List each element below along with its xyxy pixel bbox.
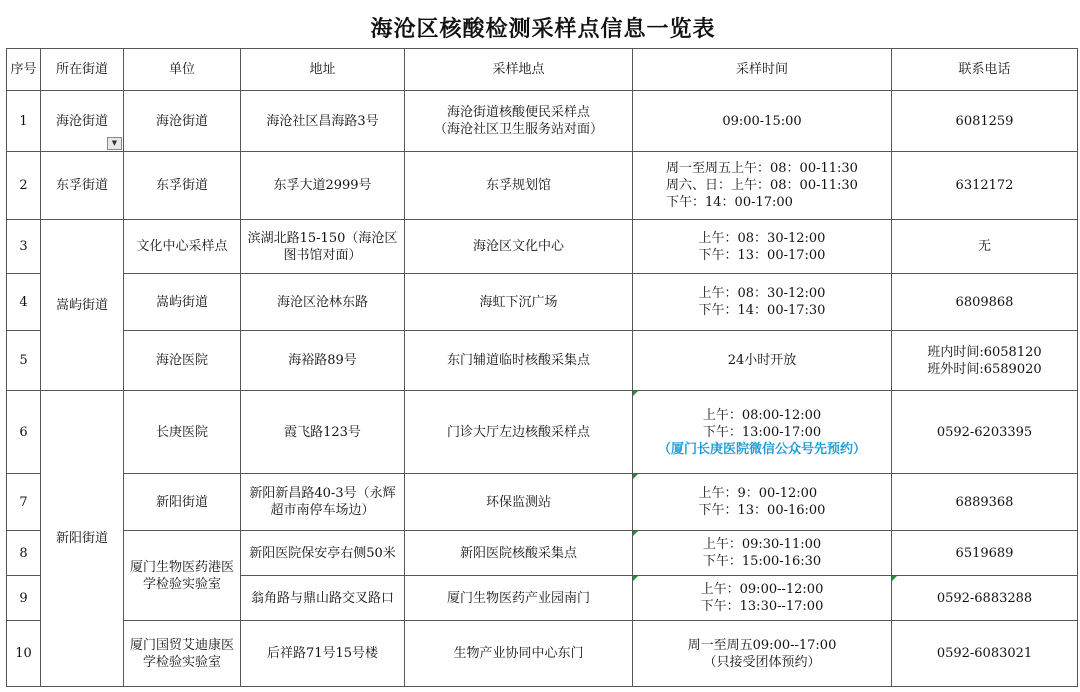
cell-address: 新阳新昌路40-3号（永辉 超市南停车场边）: [241, 474, 405, 531]
cell-time: 周一至周五09:00--17:00 （只接受团体预约）: [633, 621, 892, 687]
cell-no: 9: [7, 576, 41, 621]
cell-site: 海虹下沉广场: [405, 274, 633, 331]
comment-marker: [892, 576, 897, 581]
cell-time-text: 上午：09:30-11:00 下午：15:00-16:30: [702, 537, 822, 569]
cell-phone: [892, 576, 1078, 621]
cell-no: 3: [7, 220, 41, 274]
cell-address: 后祥路71号15号楼: [241, 621, 405, 687]
cell-no: 8: [7, 531, 41, 576]
table-row: [7, 274, 1078, 331]
cell-site: 海沧街道核酸便民采样点 （海沧社区卫生服务站对面）: [405, 91, 633, 152]
cell-time: [633, 474, 892, 531]
cell-phone: 6081259: [892, 91, 1078, 152]
cell-no: 7: [7, 474, 41, 531]
cell-street-text: 海沧街道: [55, 113, 108, 129]
cell-no: 4: [7, 274, 41, 331]
cell-address: 滨湖北路15-150（海沧区 图书馆对面）: [241, 220, 405, 274]
header-address: 地址: [241, 49, 405, 91]
cell-address: 翁角路与鼎山路交叉路口: [241, 576, 405, 621]
header-unit: 单位: [124, 49, 241, 91]
header-no: 序号: [7, 49, 41, 91]
cell-address: 海沧区沧林东路: [241, 274, 405, 331]
cell-street: 新阳街道: [41, 391, 124, 687]
cell-site: 厦门生物医药产业园南门: [405, 576, 633, 621]
comment-marker: [633, 531, 638, 536]
cell-address: 海沧社区昌海路3号: [241, 91, 405, 152]
cell-no: 2: [7, 152, 41, 220]
cell-time-text: 上午：08:00-12:00 下午：13:00-17:00: [702, 407, 822, 440]
table-row: [7, 91, 1078, 152]
cell-no: 10: [7, 621, 41, 687]
cell-unit: 海沧街道: [124, 91, 241, 152]
cell-phone-text: 0592-6883288: [936, 590, 1033, 606]
cell-time: [633, 531, 892, 576]
filter-dropdown-button[interactable]: [107, 137, 122, 150]
cell-address: 霞飞路123号: [241, 391, 405, 474]
cell-address: 新阳医院保安亭右侧50米: [241, 531, 405, 576]
comment-marker: [633, 576, 638, 581]
cell-unit: 海沧医院: [124, 331, 241, 391]
cell-no: 6: [7, 391, 41, 474]
header-row: [7, 49, 1078, 91]
cell-site: 门诊大厅左边核酸采样点: [405, 391, 633, 474]
page-title: 海沧区核酸检测采样点信息一览表: [370, 15, 716, 42]
header-phone: 联系电话: [892, 49, 1078, 91]
table-row: [7, 474, 1078, 531]
cell-phone: 0592-6083021: [892, 621, 1078, 687]
cell-time-text: 上午：09:00--12:00 下午：13:30--17:00: [700, 582, 824, 614]
cell-time-text: 上午：9：00-12:00 下午：13：00-16:00: [698, 486, 826, 518]
cell-no: 1: [7, 91, 41, 152]
header-street: 所在街道: [41, 49, 124, 91]
table-row: [7, 621, 1078, 687]
cell-time: [633, 391, 892, 474]
cell-street[interactable]: [41, 91, 124, 152]
cell-phone: 0592-6203395: [892, 391, 1078, 474]
cell-time: [633, 220, 892, 274]
cell-time-note: （厦门长庚医院微信公众号先预约）: [657, 441, 866, 457]
cell-phone: 6809868: [892, 274, 1078, 331]
table-row: [7, 531, 1078, 576]
cell-phone: 无: [892, 220, 1078, 274]
cell-time-text: 上午：08：30-12:00 下午：14：00-17:30: [698, 286, 826, 318]
table-row: [7, 391, 1078, 474]
cell-time-text: 上午：08：30-12:00 下午：13：00-17:00: [698, 230, 826, 263]
cell-phone-text: 班内时间:6058120 班外时间:6589020: [927, 344, 1042, 377]
sampling-sites-table: [6, 48, 1078, 687]
cell-time: [633, 576, 892, 621]
table-row: [7, 152, 1078, 220]
cell-site: 环保监测站: [405, 474, 633, 531]
cell-phone: [892, 331, 1078, 391]
cell-site: 新阳医院核酸采集点: [405, 531, 633, 576]
cell-unit: 厦门国贸艾迪康医 学检验实验室: [124, 621, 241, 687]
cell-unit: 长庚医院: [124, 391, 241, 474]
cell-address: 东孚大道2999号: [241, 152, 405, 220]
table-row: [7, 331, 1078, 391]
cell-street: 嵩屿街道: [41, 220, 124, 391]
cell-time: [633, 274, 892, 331]
cell-site: 东孚规划馆: [405, 152, 633, 220]
cell-site: 海沧区文化中心: [405, 220, 633, 274]
cell-time-text: 周一至周五上午：08：00-11:30 周六、日：上午：08：00-11:30 下午：14：00-17:00: [666, 161, 858, 210]
cell-address: 海裕路89号: [241, 331, 405, 391]
cell-phone: 6889368: [892, 474, 1078, 531]
cell-phone: 6519689: [892, 531, 1078, 576]
comment-marker: [633, 474, 638, 479]
table-row: [7, 220, 1078, 274]
cell-unit: 厦门生物医药港医 学检验实验室: [124, 531, 241, 621]
cell-unit: 东孚街道: [124, 152, 241, 220]
cell-time: 24小时开放: [633, 331, 892, 391]
chevron-down-icon: ▼: [111, 139, 118, 147]
cell-time: [633, 152, 892, 220]
cell-time: 09:00-15:00: [633, 91, 892, 152]
cell-phone: 6312172: [892, 152, 1078, 220]
header-time: 采样时间: [633, 49, 892, 91]
cell-street: 东孚街道: [41, 152, 124, 220]
comment-marker: [633, 391, 638, 396]
cell-unit: 新阳街道: [124, 474, 241, 531]
cell-site: 东门辅道临时核酸采集点: [405, 331, 633, 391]
cell-site: 生物产业协同中心东门: [405, 621, 633, 687]
cell-no: 5: [7, 331, 41, 391]
cell-unit: 文化中心采样点: [124, 220, 241, 274]
header-site: 采样地点: [405, 49, 633, 91]
cell-unit: 嵩屿街道: [124, 274, 241, 331]
